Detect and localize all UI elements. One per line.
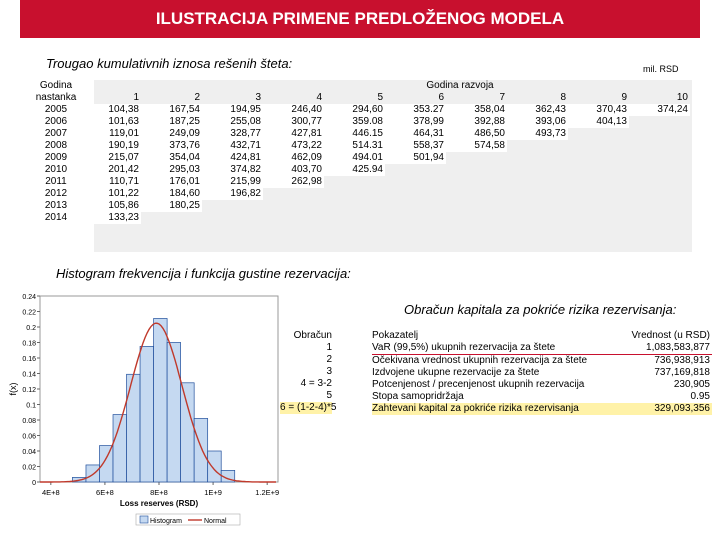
calc-step: 1 xyxy=(326,342,332,353)
capital-row xyxy=(372,342,712,355)
triangle-cell: 215,07 xyxy=(80,152,141,164)
empty-cell xyxy=(446,152,507,164)
triangle-row xyxy=(32,152,690,164)
empty-cell xyxy=(324,176,385,188)
triangle-cell: 249,09 xyxy=(141,128,202,140)
triangle-row xyxy=(32,140,690,152)
empty-cell xyxy=(568,200,629,212)
empty-cell xyxy=(507,200,568,212)
triangle-cell: 295,03 xyxy=(141,164,202,176)
empty-cell xyxy=(568,212,629,224)
empty-cell xyxy=(385,176,446,188)
triangle-row xyxy=(32,200,690,212)
empty-cell xyxy=(385,212,446,224)
empty-cell xyxy=(263,212,324,224)
dev-period-7: 7 xyxy=(499,92,505,103)
triangle-cell: 104,38 xyxy=(80,104,141,116)
triangle-cell: 425.94 xyxy=(324,164,385,176)
legend-swatch-histogram xyxy=(140,516,148,523)
triangle-cell: 374,24 xyxy=(629,104,690,116)
slide-title: ILUSTRACIJA PRIMENE PREDLOŽENOG MODELA xyxy=(155,9,565,28)
header-row-1 xyxy=(32,80,690,92)
claims-triangle-table xyxy=(32,80,690,224)
empty-cell xyxy=(629,200,690,212)
origin-year: 2007 xyxy=(32,128,80,140)
y-tick-label: 0.12 xyxy=(22,387,36,394)
empty-cell xyxy=(629,140,690,152)
dev-period-10: 10 xyxy=(676,92,688,103)
triangle-caption: Trougao kumulativnih iznosa rešenih šteta: xyxy=(46,56,293,71)
triangle-cell: 294,60 xyxy=(324,104,385,116)
x-axis-label: Loss reserves (RSD) xyxy=(119,499,199,508)
histogram-bar xyxy=(194,418,208,482)
triangle-cell: 432,71 xyxy=(202,140,263,152)
empty-cell xyxy=(141,212,202,224)
empty-cell xyxy=(446,188,507,200)
indicator-value: 1,083,583,877 xyxy=(646,342,710,353)
legend-label-histogram: Histogram xyxy=(150,518,182,525)
capital-caption: Obračun kapitala za pokriće rizika rezervisanja: xyxy=(404,302,677,317)
triangle-cell: 246,40 xyxy=(263,104,324,116)
origin-year: 2009 xyxy=(32,152,80,164)
triangle-cell: 101,63 xyxy=(80,116,141,128)
histogram-bar xyxy=(208,451,222,482)
calc-step: 4 = 3-2 xyxy=(300,378,332,389)
x-tick-label: 6E+8 xyxy=(96,488,114,497)
triangle-cell: 446.15 xyxy=(324,128,385,140)
triangle-cell: 190,19 xyxy=(80,140,141,152)
origin-year: 2013 xyxy=(32,200,80,212)
indicator-label: Stopa samopridržaja xyxy=(372,391,464,402)
indicator-value: 230,905 xyxy=(673,379,710,390)
calc-step: 3 xyxy=(326,366,332,377)
histogram-bar xyxy=(127,374,141,482)
triangle-cell: 373,76 xyxy=(141,140,202,152)
origin-year: 2005 xyxy=(32,104,80,116)
triangle-cell: 176,01 xyxy=(141,176,202,188)
calc-step: 2 xyxy=(326,354,332,365)
triangle-cell: 353.27 xyxy=(385,104,446,116)
indicator-value: 737,169,818 xyxy=(654,367,710,378)
histogram-bar xyxy=(140,346,154,482)
legend-label-normal: Normal xyxy=(204,518,227,525)
triangle-cell: 493,73 xyxy=(507,128,568,140)
indicator-label: Potcenjenost / precenjenost ukupnih rezervacija xyxy=(372,379,585,390)
dev-period-5: 5 xyxy=(377,92,383,103)
dev-period-4: 4 xyxy=(316,92,322,103)
empty-cell xyxy=(385,188,446,200)
triangle-cell: 201,42 xyxy=(80,164,141,176)
empty-cell xyxy=(568,188,629,200)
dev-period-1: 1 xyxy=(133,92,139,103)
empty-cell xyxy=(263,188,324,200)
empty-cell xyxy=(568,164,629,176)
origin-year: 2008 xyxy=(32,140,80,152)
histogram-bar xyxy=(181,383,195,482)
x-tick-label: 4E+8 xyxy=(41,488,60,497)
capital-row xyxy=(372,403,712,415)
empty-cell xyxy=(629,188,690,200)
empty-cell xyxy=(507,176,568,188)
triangle-cell: 427,81 xyxy=(263,128,324,140)
triangle-cell: 424,81 xyxy=(202,152,263,164)
triangle-cell: 404,13 xyxy=(568,116,629,128)
empty-cell xyxy=(629,212,690,224)
indicator-label: Očekivana vrednost ukupnih rezervacija za štete xyxy=(372,355,588,366)
triangle-cell: 133,23 xyxy=(80,212,141,224)
triangle-row xyxy=(32,188,690,200)
triangle-row xyxy=(32,116,690,128)
empty-cell xyxy=(202,212,263,224)
y-tick-label: 0.2 xyxy=(26,325,36,332)
histogram-caption: Histogram frekvencija i funkcija gustine rezervacija: xyxy=(56,266,351,281)
y-axis-label: f(x) xyxy=(8,382,18,396)
triangle-cell: 374,82 xyxy=(202,164,263,176)
x-tick-label: 1.2E+9 xyxy=(255,488,280,497)
y-tick-label: 0.02 xyxy=(22,464,36,472)
empty-cell xyxy=(507,212,568,224)
triangle-cell: 354,04 xyxy=(141,152,202,164)
empty-cell xyxy=(629,128,690,140)
triangle-cell: 392,88 xyxy=(446,116,507,128)
triangle-row xyxy=(32,104,690,116)
triangle-cell: 362,43 xyxy=(507,104,568,116)
empty-cell xyxy=(568,176,629,188)
y-tick-label: 0 xyxy=(32,480,36,487)
dev-period-9: 9 xyxy=(621,92,627,103)
empty-cell xyxy=(507,164,568,176)
triangle-cell: 196,82 xyxy=(202,188,263,200)
slide-title-bar xyxy=(20,0,700,38)
triangle-cell: 300,77 xyxy=(263,116,324,128)
triangle-cell: 184,60 xyxy=(141,188,202,200)
empty-cell xyxy=(385,164,446,176)
dev-period-8: 8 xyxy=(560,92,566,103)
triangle-cell: 462,09 xyxy=(263,152,324,164)
y-tick-label: 0.08 xyxy=(22,418,36,425)
empty-cell xyxy=(263,200,324,212)
triangle-cell: 378,99 xyxy=(385,116,446,128)
dev-period-2: 2 xyxy=(194,92,200,103)
triangle-cell: 574,58 xyxy=(446,140,507,152)
triangle-cell: 119,01 xyxy=(80,128,141,140)
empty-cell xyxy=(629,116,690,128)
empty-cell xyxy=(629,164,690,176)
triangle-cell: 105,86 xyxy=(80,200,141,212)
y-tick-label: 0.04 xyxy=(22,449,36,456)
x-tick-label: 1E+9 xyxy=(204,488,222,497)
calc-step: 5 xyxy=(326,390,332,401)
empty-cell xyxy=(324,212,385,224)
histogram-bar xyxy=(86,465,100,482)
origin-year: 2006 xyxy=(32,116,80,128)
triangle-cell: 486,50 xyxy=(446,128,507,140)
triangle-row xyxy=(32,212,690,224)
x-tick-label: 8E+8 xyxy=(150,488,168,497)
empty-cell xyxy=(568,152,629,164)
empty-cell xyxy=(446,200,507,212)
dev-header: Godina razvoja xyxy=(426,80,494,91)
triangle-cell: 464,31 xyxy=(385,128,446,140)
indicator-label: Zahtevani kapital za pokriće rizika rezervisanja xyxy=(372,403,579,414)
header-row-2 xyxy=(32,92,690,104)
histogram-bar xyxy=(167,343,181,483)
triangle-cell: 328,77 xyxy=(202,128,263,140)
origin-year: 2014 xyxy=(32,212,80,224)
triangle-cell: 473,22 xyxy=(263,140,324,152)
y-tick-label: 0.22 xyxy=(22,309,36,317)
empty-cell xyxy=(446,164,507,176)
indicator-value: 0.95 xyxy=(690,391,710,402)
origin-year: 2011 xyxy=(32,176,80,188)
empty-cell xyxy=(446,176,507,188)
capital-header-row xyxy=(372,330,712,342)
capital-row xyxy=(372,355,712,367)
indicator-header: Pokazatelj xyxy=(372,330,419,341)
indicator-label: VaR (99,5%) ukupnih rezervacija za štete xyxy=(372,342,556,353)
origin-year: 2012 xyxy=(32,188,80,200)
triangle-cell: 501,94 xyxy=(385,152,446,164)
empty-cell xyxy=(446,212,507,224)
empty-cell xyxy=(507,152,568,164)
empty-cell xyxy=(324,188,385,200)
capital-row xyxy=(372,379,712,391)
histogram-bar xyxy=(154,318,168,482)
calc-step: 6 = (1-2-4)*5 xyxy=(280,402,337,413)
empty-cell xyxy=(202,200,263,212)
indicator-value: 329,093,356 xyxy=(654,403,710,414)
triangle-cell: 187,25 xyxy=(141,116,202,128)
triangle-cell: 359.08 xyxy=(324,116,385,128)
capital-row xyxy=(372,367,712,379)
triangle-cell: 403,70 xyxy=(263,164,324,176)
histogram-bar xyxy=(100,446,114,482)
empty-cell xyxy=(507,188,568,200)
origin-header-2: nastanka xyxy=(32,92,80,104)
triangle-row xyxy=(32,176,690,188)
indicator-label: Izdvojene ukupne rezervacije za štete xyxy=(372,367,540,378)
triangle-row xyxy=(32,128,690,140)
triangle-cell: 370,43 xyxy=(568,104,629,116)
triangle-cell: 494.01 xyxy=(324,152,385,164)
triangle-cell: 215,99 xyxy=(202,176,263,188)
triangle-cell: 110,71 xyxy=(80,176,141,188)
histogram-chart xyxy=(6,290,282,532)
empty-cell xyxy=(629,152,690,164)
empty-cell xyxy=(324,200,385,212)
calc-steps-column xyxy=(280,330,337,414)
triangle-cell: 255,08 xyxy=(202,116,263,128)
triangle-row xyxy=(32,164,690,176)
empty-cell xyxy=(629,176,690,188)
triangle-cell: 180,25 xyxy=(141,200,202,212)
triangle-cell: 101,22 xyxy=(80,188,141,200)
calc-header: Obračun xyxy=(293,330,332,341)
empty-cell xyxy=(385,200,446,212)
y-tick-label: 0.18 xyxy=(22,340,36,348)
indicator-value: 736,938,913 xyxy=(654,355,710,366)
dev-period-6: 6 xyxy=(438,92,444,103)
triangle-cell: 393,06 xyxy=(507,116,568,128)
empty-cell xyxy=(507,140,568,152)
origin-header-1: Godina xyxy=(32,80,80,92)
empty-cell xyxy=(568,140,629,152)
triangle-cell: 167,54 xyxy=(141,104,202,116)
empty-cell xyxy=(568,128,629,140)
capital-table xyxy=(372,330,712,415)
triangle-cell: 514.31 xyxy=(324,140,385,152)
y-tick-label: 0.1 xyxy=(26,402,36,410)
triangle-cell: 262,98 xyxy=(263,176,324,188)
dev-period-3: 3 xyxy=(255,92,261,103)
triangle-cell: 558,37 xyxy=(385,140,446,152)
y-tick-label: 0.06 xyxy=(22,433,36,441)
triangle-cell: 194,95 xyxy=(202,104,263,116)
unit-label: mil. RSD xyxy=(643,64,679,74)
capital-row xyxy=(372,391,712,403)
y-tick-label: 0.24 xyxy=(22,294,36,301)
y-tick-label: 0.14 xyxy=(22,371,36,379)
value-header: Vrednost (u RSD) xyxy=(631,330,710,341)
triangle-cell: 358,04 xyxy=(446,104,507,116)
origin-year: 2010 xyxy=(32,164,80,176)
y-tick-label: 0.16 xyxy=(22,356,36,363)
